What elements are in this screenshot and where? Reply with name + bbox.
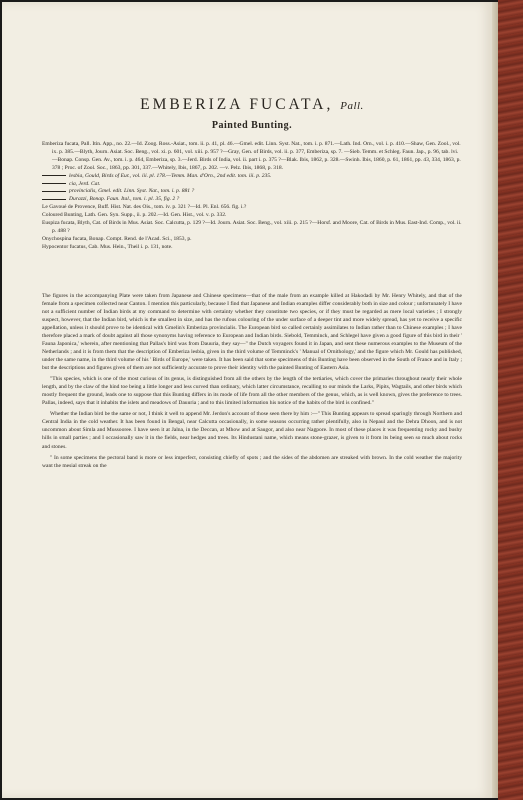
ditto-dash	[42, 199, 66, 200]
synonym-entry: Coloured Bunting, Lath. Gen. Syn. Supp., ii. p. 202.—Id. Gen. Hist., vol. v. p. 332.	[42, 212, 227, 219]
page-content	[42, 96, 462, 473]
species-author: Pall.	[340, 100, 364, 112]
synonym-entry: Durazzi, Bonap. Faun. Ital., tom. i. pl. 35, fig. 2 ?	[42, 196, 462, 204]
synonym-entry: Le Gavoué de Provence, Buff. Hist. Nat. des Ois., tom. iv. p. 321 ?—Id. Pl. Enl. 656. fig. i.?	[42, 204, 247, 211]
synonymy-list	[42, 141, 462, 252]
species-title	[42, 96, 462, 114]
synonym-entry: Hypocentor fucatus, Cab. Mus. Hein., Theil i. p. 131, note.	[42, 243, 173, 250]
ditto-dash	[42, 175, 66, 176]
body-text	[42, 292, 462, 470]
synonym-entry: Euspiza fucata, Blyth, Cat. of Birds in Mus. Asiat. Soc. Calcutta, p. 129 ?—Id. Journ. Asiat. Soc. Beng., vol. xiii. p. 215 ?—Horsf. and Moore, Cat. of Birds in Mus. East-Ind. Comp., vol. ii. p. 488 ?	[42, 220, 462, 234]
synonym-entry: lesbia, Gould, Birds of Eur., vol. iii. pl. 178.—Temm. Man. d'Orn., 2nd edit. tom. iii. p. 235.	[42, 173, 462, 181]
book-cover-edge	[498, 0, 523, 800]
ditto-dash	[42, 191, 66, 192]
body-paragraph: " In some specimens the pectoral band is more or less imperfect, consisting chiefly of spots ; and the sides of the abdomen are streaked with brown. In the cold weather the majority want the mesial streak on the	[42, 454, 462, 469]
synonym-entry: cia, Jerd. Cat.	[42, 181, 462, 189]
synonym-entry: Emberiza fucata, Pall. Itin. App., no. 22.—Id. Zoog. Ross.-Asiat., tom. ii. p. 41, pl. 46.—Gmel. edit. Linn. Syst. Nat., tom. i. p. 871.—Lath. Ind. Orn., vol. i. p. 410.—Shaw, Gen. Zool., vol. ix. p. 385.—Blyth, Journ. Asiat. Soc. Beng., vol. xi. p. 601, vol. xiii. p. 957 ?—Gray, Gen. of Birds, vol. ii. p. 377, Emberiza, sp. 7. —Sieb. Temm. et Schleg. Faun. Jap., p. 96, tab. lvi.—Bonap. Consp. Gen. Av., tom. i. p. 464, Emberiza, sp. 3.—Jerd. Birds of India, vol. ii. part i. p. 375 ?—Blak. Ibis, 1862, p. 328.—Swinh. Ibis, 1860, p. 61, 1861, pp. 43, 334, 1863, p. 378 ; Proc. of Zool. Soc., 1863, pp. 301, 337.—Whitely, Ibis, 1867, p. 202. —v. Pelz. Ibis, 1868, p. 318.	[42, 141, 461, 171]
common-name: Painted Bunting.	[211, 120, 293, 131]
body-paragraph: The figures in the accompanying Plate were taken from Japanese and Chinese specimens—that of the male from an example killed at Hakodadi by Mr. Henry Whitely, and that of the female from a specimen collected near Canton. I mention this particularly, because I find that Japanese and Indian examples differ considerably both in size and colour ; unfortunately I have not a sufficient number of Indian birds at my command to determine with certainty whether they constitute two species, or if they must be regarded as mere local varieties ; I strongly suspect, however, that the Indian bird, which is the smallest in size, and has the rufous colouring of the under surface of a deeper tint and more widely spread, has yet to receive a specific appellation, unless it should prove to be identical with Gmelin's Emberiza provincialis. The European bird so called certainly assimilates to Indian rather than to Chinese examples ; I have therefore placed a mark of doubt against all those synonyms having reference to European and Indian birds. Siebold, Temminck, and Schlegel have given a good figure of this bird in their ' Fauna Japonica,' wherein, after mentioning that Pallas's bird was from Dauuria, they say—" the Dutch voyagers found it in Japan, and sent these numerous examples to the Museum of the Netherlands ; and it is from them that the description of Emberiza lesbia, given in the third volume of Temminck's ' Manual of Ornithology,' and the figure which Mr. Gould has published, under the same name, in the third volume of his ' Birds of Europe,' were taken. It has been said that some specimens of this Bunting have been observed in the South of France and in Italy ; but the descriptions and figures given of them are not sufficiently accurate to prove their identity with the painted Bunting of Eastern Asia.	[42, 292, 462, 372]
body-paragraph: Whether the Indian bird be the same or not, I think it well to append Mr. Jerdon's account of those seen there by him :—" This Bunting appears to spread sparingly through Northern and Central India in the cold weather. It has been found in Bengal, near Calcutta occasionally, in some seasons occurring rather plentifully, also in Nepaul and the Dehra Dhoon, and is not uncommon about Simla and Mussooree. I have seen it at Jalna, in the Deccan, at Mhow and at Saugor, and also near Nagpore. In most of these places it was frequenting rocky and bushy hills in small parties ; and I occasionally saw it in the fields, near hedges and trees. Its Hindustani name, which means stone-grazer, is given to it from its being seen so much about rocks and stones.	[42, 411, 462, 450]
body-paragraph: "This species, which is one of the most curious of its genus, is distinguished from all the others by the length of the tertiaries, which cover the primaries throughout nearly their whole length, and by the claw of the hind toe being a little longer and less curved than ordinary, which latter circumstance, recalling to our minds the Larks, Pipits, Wagtails, and other birds which mostly frequent the ground, leads one to suppose that this Bunting differs in its mode of life from all the other members of the genus, which, as is well known, gives the preference to trees. Pallas, indeed, says that it inhabits the islets and meadows of Dauuria ; and to this limited information his notice of the habits of the bird is confined."	[42, 376, 462, 407]
synonym-entry: provincialis, Gmel. edit. Linn. Syst. Nat., tom. i. p. 881 ?	[42, 188, 462, 196]
species-name: EMBERIZA FUCATA,	[140, 96, 334, 113]
ditto-dash	[42, 183, 66, 184]
synonym-entry: Onychospina fucata, Bonap. Compt. Rend. de l'Acad. Sci., 1853, p.	[42, 235, 192, 242]
